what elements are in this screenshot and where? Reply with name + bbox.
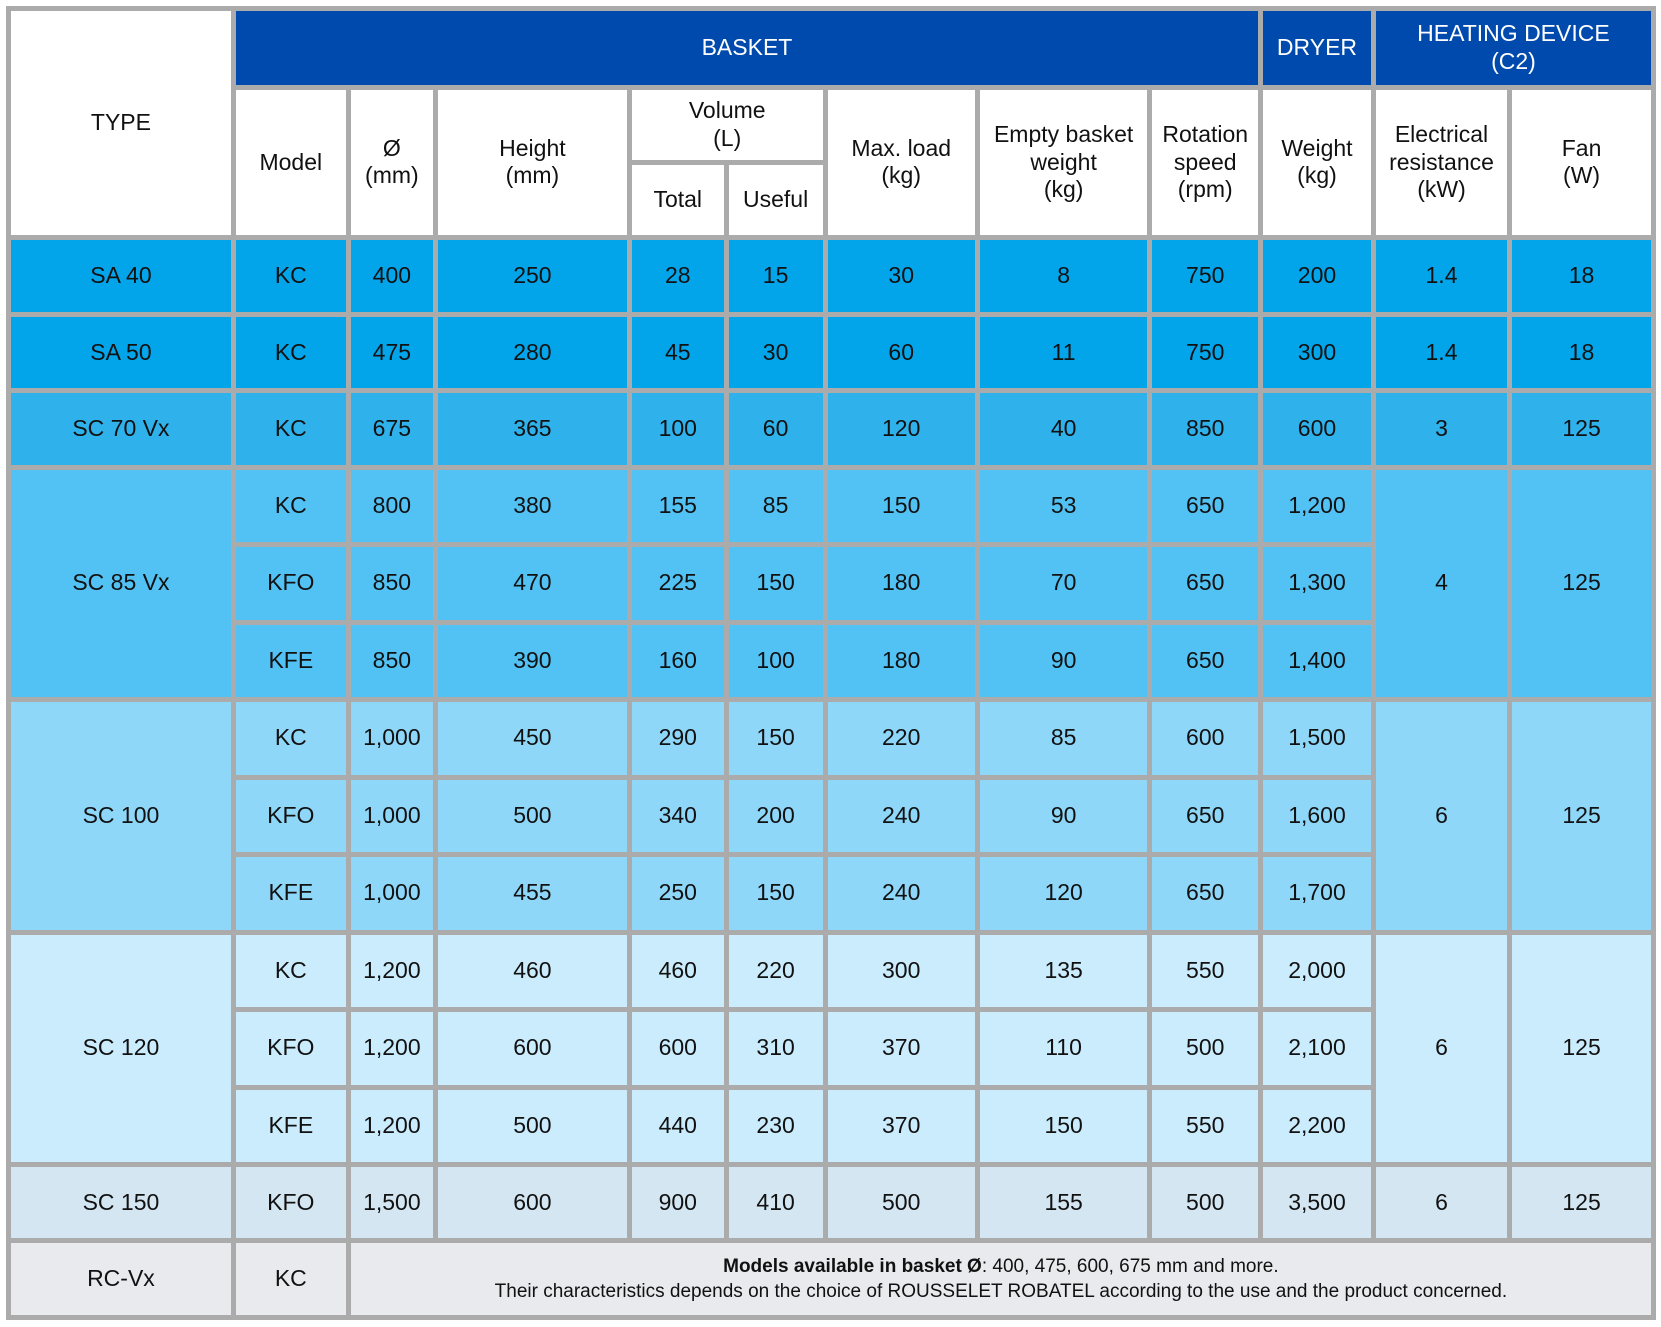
weight-cell: 1,500 (1288, 724, 1346, 751)
height-cell: 500 (513, 801, 552, 828)
total-volume-cell: 900 (658, 1188, 697, 1215)
total-volume-cell: 155 (658, 491, 697, 518)
useful-volume-cell: 150 (756, 879, 795, 906)
max-load-cell: 300 (882, 956, 921, 983)
diameter-cell: 1,500 (363, 1188, 421, 1215)
type-header: TYPE (11, 11, 231, 235)
height-cell: 600 (513, 1034, 552, 1061)
rotation-speed-header: Rotation speed (rpm) (1152, 90, 1258, 236)
model-cell: KC (274, 1265, 307, 1292)
total-volume-cell: 45 (664, 338, 691, 365)
rotation-speed-cell: 600 (1186, 724, 1225, 751)
model-cell: KC (274, 956, 307, 983)
empty-weight-cell: 8 (1057, 262, 1071, 289)
weight-cell: 1,300 (1288, 569, 1346, 596)
resistance-cell: 6 (1435, 1188, 1448, 1215)
total-volume-cell: 340 (658, 801, 697, 828)
model-cell: KFO (267, 1034, 315, 1061)
total-volume-cell: 225 (658, 569, 697, 596)
empty-weight-cell: 90 (1050, 646, 1077, 673)
fan-cell: 125 (1562, 1188, 1601, 1215)
model-cell: KC (274, 262, 307, 289)
height-cell: 470 (513, 569, 552, 596)
height-cell: 380 (513, 491, 552, 518)
diameter-cell: 850 (372, 646, 412, 673)
weight-cell: 200 (1297, 262, 1337, 289)
max-load-header: Max. load (kg) (828, 90, 975, 236)
heating-device-header: HEATING DEVICE (C2) (1376, 11, 1651, 85)
fan-header: Fan (W) (1512, 90, 1651, 236)
total-volume-cell: 290 (658, 724, 697, 751)
height-cell: 365 (513, 415, 552, 442)
availability-note-sizes: : 400, 475, 600, 675 mm and more. (981, 1255, 1279, 1277)
weight-cell: 1,200 (1288, 491, 1346, 518)
max-load-cell: 30 (888, 262, 914, 289)
resistance-cell: 4 (1435, 569, 1448, 596)
total-volume-cell: 160 (658, 646, 697, 673)
empty-weight-cell: 155 (1044, 1188, 1083, 1215)
diameter-cell: 1,200 (363, 1034, 421, 1061)
resistance-cell: 6 (1435, 1034, 1448, 1061)
useful-volume-cell: 220 (756, 956, 795, 983)
rotation-speed-cell: 650 (1186, 879, 1225, 906)
type-cell: SC 100 (82, 801, 160, 828)
empty-weight-cell: 85 (1050, 724, 1077, 751)
availability-note (351, 1243, 1651, 1315)
total-header: Total (632, 165, 724, 235)
model-cell: KC (274, 415, 307, 442)
electrical-resistance-header: Electrical resistance (kW) (1376, 90, 1507, 236)
empty-weight-cell: 40 (1050, 415, 1077, 442)
model-cell: KFE (268, 1111, 314, 1138)
useful-volume-cell: 15 (762, 262, 789, 289)
max-load-cell: 60 (888, 338, 914, 365)
diameter-cell: 475 (372, 338, 412, 365)
useful-header: Useful (729, 165, 823, 235)
diameter-cell: 1,200 (363, 956, 421, 983)
rotation-speed-cell: 650 (1186, 801, 1225, 828)
useful-volume-cell: 150 (756, 569, 795, 596)
height-cell: 390 (513, 646, 552, 673)
resistance-cell: 6 (1435, 801, 1448, 828)
height-cell: 600 (513, 1188, 552, 1215)
max-load-cell: 150 (882, 491, 921, 518)
diameter-cell: 675 (372, 415, 412, 442)
model-header: Model (236, 90, 346, 236)
diameter-cell: 800 (372, 491, 412, 518)
fan-cell: 125 (1562, 801, 1601, 828)
weight-cell: 300 (1297, 338, 1337, 365)
max-load-cell: 220 (882, 724, 921, 751)
total-volume-cell: 600 (658, 1034, 697, 1061)
useful-volume-cell: 60 (762, 415, 789, 442)
rotation-speed-cell: 650 (1186, 569, 1225, 596)
fan-cell: 125 (1562, 569, 1601, 596)
type-cell: SC 120 (82, 1034, 160, 1061)
weight-cell: 3,500 (1288, 1188, 1346, 1215)
type-cell: SA 50 (90, 338, 152, 365)
rotation-speed-cell: 550 (1186, 1111, 1225, 1138)
useful-volume-cell: 310 (756, 1034, 795, 1061)
type-cell: SC 150 (82, 1188, 160, 1215)
weight-cell: 1,400 (1288, 646, 1346, 673)
empty-weight-cell: 135 (1044, 956, 1083, 983)
weight-cell: 2,200 (1288, 1111, 1346, 1138)
volume-header: Volume (L) (632, 90, 823, 160)
diameter-cell: 1,000 (363, 879, 421, 906)
useful-volume-cell: 410 (756, 1188, 795, 1215)
max-load-cell: 500 (882, 1188, 921, 1215)
useful-volume-cell: 200 (756, 801, 795, 828)
model-cell: KFE (268, 879, 314, 906)
diameter-cell: 850 (372, 569, 412, 596)
rotation-speed-cell: 500 (1186, 1034, 1225, 1061)
total-volume-cell: 460 (658, 956, 697, 983)
useful-volume-cell: 150 (756, 724, 795, 751)
useful-volume-cell: 85 (762, 491, 789, 518)
height-cell: 250 (513, 262, 552, 289)
model-cell: KC (274, 724, 307, 751)
rotation-speed-cell: 850 (1186, 415, 1225, 442)
max-load-cell: 240 (882, 801, 921, 828)
empty-weight-cell: 53 (1050, 491, 1077, 518)
diameter-cell: 400 (372, 262, 412, 289)
model-cell: KC (274, 491, 307, 518)
type-cell: SC 70 Vx (72, 415, 170, 442)
resistance-cell: 1.4 (1425, 338, 1458, 365)
fan-cell: 18 (1568, 338, 1595, 365)
total-volume-cell: 100 (658, 415, 697, 442)
empty-basket-weight-header: Empty basket weight (kg) (980, 90, 1148, 236)
empty-weight-cell: 11 (1051, 338, 1076, 365)
diameter-cell: 1,000 (363, 801, 421, 828)
rotation-speed-cell: 550 (1186, 956, 1225, 983)
max-load-cell: 240 (882, 879, 921, 906)
total-volume-cell: 250 (658, 879, 697, 906)
empty-weight-cell: 90 (1050, 801, 1077, 828)
fan-cell: 18 (1568, 262, 1595, 289)
fan-cell: 125 (1562, 1034, 1601, 1061)
dryer-header: DRYER (1263, 11, 1371, 85)
useful-volume-cell: 30 (762, 338, 789, 365)
model-cell: KFO (267, 569, 315, 596)
model-cell: KFO (267, 801, 315, 828)
rotation-speed-cell: 500 (1186, 1188, 1225, 1215)
weight-cell: 1,700 (1288, 879, 1346, 906)
type-cell: SA 40 (90, 262, 152, 289)
useful-volume-cell: 100 (756, 646, 795, 673)
max-load-cell: 180 (882, 569, 921, 596)
availability-note-line-2: Their characteristics depends on the choice of ROUSSELET ROBATEL according to the use and the product concerned. (494, 1281, 1508, 1303)
model-cell: KC (274, 338, 307, 365)
availability-note-line-1 (351, 1254, 1651, 1280)
model-cell: KFE (268, 646, 314, 673)
type-cell: RC-Vx (87, 1265, 155, 1292)
weight-cell: 2,000 (1288, 956, 1346, 983)
height-header: Height (mm) (438, 90, 627, 236)
diameter-cell: 1,200 (363, 1111, 421, 1138)
diameter-header: Ø (mm) (351, 90, 433, 236)
height-cell: 280 (513, 338, 552, 365)
total-volume-cell: 440 (658, 1111, 697, 1138)
empty-weight-cell: 110 (1045, 1034, 1082, 1061)
rotation-speed-cell: 750 (1186, 262, 1225, 289)
empty-weight-cell: 70 (1050, 569, 1077, 596)
height-cell: 460 (513, 956, 552, 983)
height-cell: 450 (513, 724, 552, 751)
rotation-speed-cell: 750 (1186, 338, 1225, 365)
height-cell: 500 (513, 1111, 552, 1138)
max-load-cell: 370 (882, 1111, 921, 1138)
model-cell: KFO (267, 1188, 315, 1215)
empty-weight-cell: 150 (1044, 1111, 1083, 1138)
resistance-cell: 1.4 (1425, 262, 1458, 289)
resistance-cell: 3 (1435, 415, 1448, 442)
empty-weight-cell: 120 (1044, 879, 1083, 906)
fan-cell: 125 (1562, 415, 1601, 442)
availability-note-bold: Models available in basket Ø (723, 1255, 982, 1277)
height-cell: 455 (513, 879, 552, 906)
specifications-table (6, 6, 1656, 1320)
max-load-cell: 120 (882, 415, 921, 442)
rotation-speed-cell: 650 (1186, 646, 1225, 673)
weight-cell: 2,100 (1288, 1034, 1346, 1061)
weight-header: Weight (kg) (1263, 90, 1371, 236)
total-volume-cell: 28 (664, 262, 691, 289)
type-cell: SC 85 Vx (72, 569, 170, 596)
diameter-cell: 1,000 (363, 724, 421, 751)
max-load-cell: 180 (882, 646, 921, 673)
max-load-cell: 370 (882, 1034, 921, 1061)
weight-cell: 1,600 (1288, 801, 1346, 828)
weight-cell: 600 (1297, 415, 1337, 442)
rotation-speed-cell: 650 (1186, 491, 1225, 518)
useful-volume-cell: 230 (756, 1111, 795, 1138)
basket-header: BASKET (236, 11, 1258, 85)
